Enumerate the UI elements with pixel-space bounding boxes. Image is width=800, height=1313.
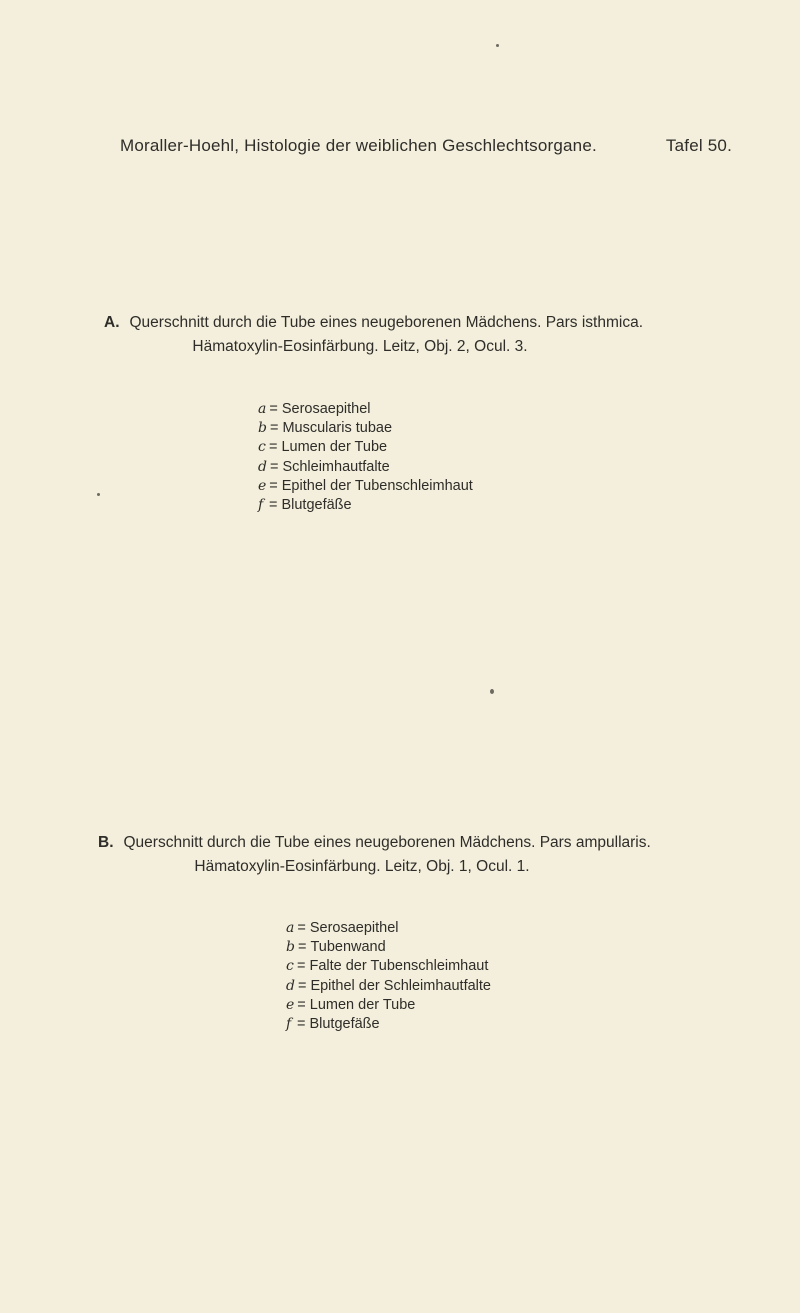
caption-a-staining: Hämatoxylin-Eosinfärbung. Leitz, Obj. 2, Ocul. 3. xyxy=(192,338,528,355)
legend-b-row xyxy=(286,957,491,976)
legend-letter: e xyxy=(258,477,267,494)
legend-b xyxy=(286,919,491,1034)
legend-a-row xyxy=(258,496,473,515)
legend-text: Serosaepithel xyxy=(281,401,371,417)
equals-sign: = xyxy=(297,958,306,975)
legend-letter: a xyxy=(258,401,267,417)
legend-b-row xyxy=(286,996,491,1015)
legend-letter: d xyxy=(258,458,267,475)
equals-sign: = xyxy=(297,1016,306,1033)
legend-text: Muscularis tubae xyxy=(282,420,393,437)
paper-speck xyxy=(490,689,494,694)
legend-text: Tubenwand xyxy=(310,939,386,956)
legend-text: Serosaepithel xyxy=(309,920,399,936)
legend-text: Epithel der Tubenschleimhaut xyxy=(281,477,473,494)
legend-letter: a xyxy=(286,920,295,936)
caption-a xyxy=(0,311,800,359)
paper-speck xyxy=(496,44,499,47)
equals-sign: = xyxy=(269,401,278,417)
legend-letter: b xyxy=(258,420,267,437)
legend-a-row xyxy=(258,400,473,419)
legend-letter: e xyxy=(286,996,295,1013)
equals-sign: = xyxy=(297,939,307,956)
legend-a-row xyxy=(258,477,473,496)
legend-letter: c xyxy=(286,958,294,975)
caption-b-staining: Hämatoxylin-Eosinfärbung. Leitz, Obj. 1, Ocul. 1. xyxy=(194,858,530,875)
running-header xyxy=(120,136,732,162)
legend-letter: c xyxy=(258,439,266,456)
caption-b xyxy=(0,831,800,879)
legend-letter: f xyxy=(286,1016,292,1033)
legend-text: Epithel der Schleimhautfalte xyxy=(310,977,491,994)
legend-b-row xyxy=(286,1015,491,1034)
caption-b-title: Querschnitt durch die Tube eines neugeborenen Mädchens. Pars ampullaris. xyxy=(123,834,651,851)
legend-text: Blutgefäße xyxy=(281,497,352,514)
legend-a-row xyxy=(258,419,473,438)
legend-text: Blutgefäße xyxy=(309,1016,380,1033)
header-plate-number: Tafel 50. xyxy=(665,136,732,155)
equals-sign: = xyxy=(269,458,279,475)
legend-text: Lumen der Tube xyxy=(309,996,416,1013)
legend-b-row xyxy=(286,919,491,938)
caption-a-title-line xyxy=(0,311,800,335)
equals-sign: = xyxy=(297,920,306,936)
equals-sign: = xyxy=(269,497,278,514)
equals-sign: = xyxy=(269,420,279,437)
legend-letter: f xyxy=(258,497,264,514)
equals-sign: = xyxy=(269,439,278,456)
equals-sign: = xyxy=(297,977,307,994)
legend-a-row xyxy=(258,458,473,477)
legend-b-row xyxy=(286,938,491,957)
legend-text: Lumen der Tube xyxy=(281,439,388,456)
caption-b-title-line xyxy=(0,831,800,855)
caption-b-prefix: B. xyxy=(98,834,114,851)
equals-sign: = xyxy=(269,477,278,494)
header-author-title: Moraller-Hoehl, Histologie der weiblichen Geschlechtsorgane. xyxy=(120,136,597,155)
caption-a-prefix: A. xyxy=(104,314,120,331)
legend-text: Schleimhautfalte xyxy=(282,458,390,475)
legend-a xyxy=(258,400,473,515)
caption-a-title: Querschnitt durch die Tube eines neugeborenen Mädchens. Pars isthmica. xyxy=(129,314,644,331)
legend-letter: d xyxy=(286,977,295,994)
legend-letter: b xyxy=(286,939,295,956)
legend-b-row xyxy=(286,977,491,996)
paper-speck xyxy=(97,493,100,496)
legend-text: Falte der Tubenschleimhaut xyxy=(309,958,489,975)
legend-a-row xyxy=(258,438,473,457)
equals-sign: = xyxy=(297,996,306,1013)
